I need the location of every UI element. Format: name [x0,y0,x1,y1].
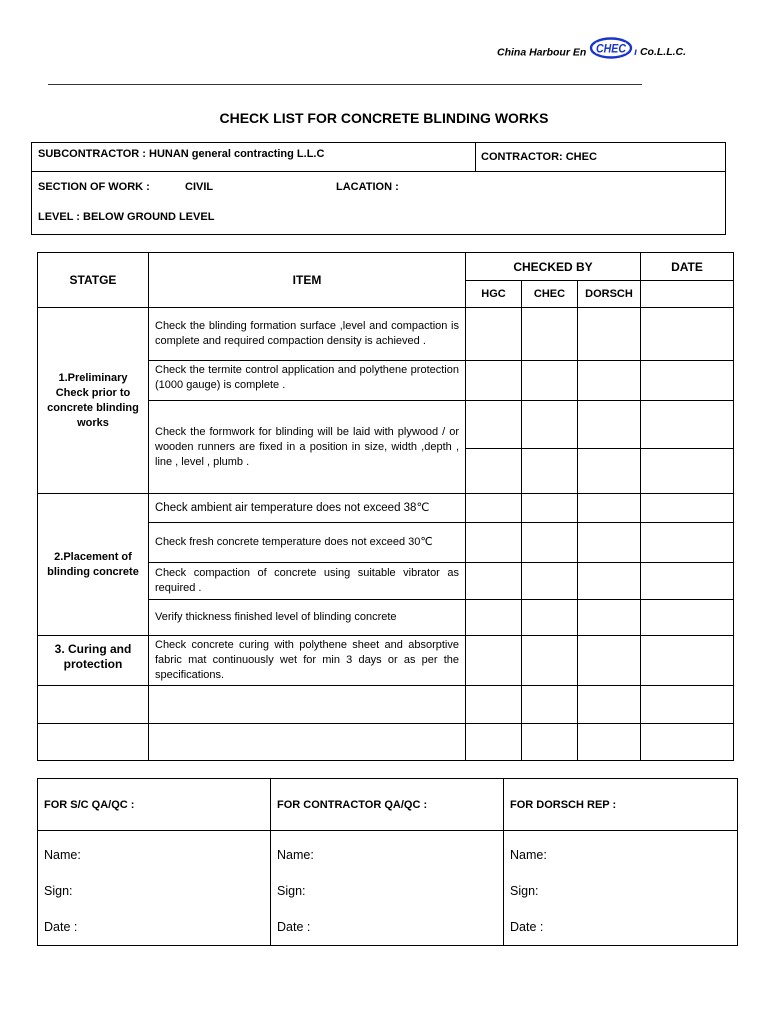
stage-cell: 3. Curing and protection [38,636,149,686]
date-cell[interactable] [641,361,734,401]
chec-check-cell[interactable] [522,449,578,494]
chec-check-cell[interactable] [522,361,578,401]
checked-by-header: CHECKED BY [466,253,641,281]
company-name-part1: China Harbour En [497,46,587,59]
sign-field-label: Sign: [277,884,306,898]
chec-check-cell[interactable] [522,401,578,449]
dorsch-check-cell[interactable] [578,686,641,724]
section-of-work-label: SECTION OF WORK : [38,181,150,193]
date-cell[interactable] [641,494,734,523]
hgc-check-cell[interactable] [466,401,522,449]
chec-check-cell[interactable] [522,494,578,523]
contractor-field: CONTRACTOR: CHEC [481,151,597,163]
hgc-check-cell[interactable] [466,636,522,686]
dorsch-header: DORSCH [578,281,641,308]
chec-logo-icon [589,37,633,62]
date-field-label: Date : [44,920,78,934]
chec-check-cell[interactable] [522,523,578,563]
contractor-signoff-block[interactable] [271,831,504,946]
hgc-check-cell[interactable] [466,449,522,494]
stage-cell: 2.Placement of blinding concrete [38,494,149,636]
chec-check-cell[interactable] [522,686,578,724]
date-cell[interactable] [641,308,734,361]
chec-check-cell[interactable] [522,636,578,686]
checklist-item: Check fresh concrete temperature does not exceed 30℃ [149,523,466,563]
hgc-check-cell[interactable] [466,686,522,724]
date-header: DATE [641,253,734,281]
date-cell[interactable] [641,686,734,724]
chec-logo-text: CHEC [596,41,627,56]
sign-field-label: Sign: [44,884,73,898]
hgc-check-cell[interactable] [466,361,522,401]
date-subheader-cell [641,281,734,308]
sc-qaqc-label: FOR S/C QA/QC : [38,779,271,831]
blank-item-cell[interactable] [149,724,466,761]
hgc-header: HGC [466,281,522,308]
blank-stage-cell[interactable] [38,724,149,761]
date-cell[interactable] [641,523,734,563]
item-header: ITEM [149,253,466,308]
date-cell[interactable] [641,636,734,686]
hgc-check-cell[interactable] [466,600,522,636]
hgc-check-cell[interactable] [466,308,522,361]
blank-stage-cell[interactable] [38,686,149,724]
location-label: LACATION : [336,181,399,193]
chec-check-cell[interactable] [522,308,578,361]
date-cell[interactable] [641,724,734,761]
chec-header: CHEC [522,281,578,308]
contractor-qaqc-label: FOR CONTRACTOR QA/QC : [271,779,504,831]
dorsch-rep-label: FOR DORSCH REP : [504,779,738,831]
date-field-label: Date : [510,920,544,934]
company-name-part2: ı Co.L.L.C. [634,46,687,59]
page-title: CHECK LIST FOR CONCRETE BLINDING WORKS [219,110,549,126]
header-divider [48,84,642,85]
info-divider-vertical [475,143,476,171]
dorsch-check-cell[interactable] [578,636,641,686]
checklist-item: Check concrete curing with polythene sheet and absorptive fabric mat continuously wet for min 3 days or as per the specifications. [149,636,466,686]
stage-cell: 1.Preliminary Check prior to concrete blinding works [38,308,149,494]
signature-table [37,778,738,946]
company-header [497,43,686,62]
checklist-item: Verify thickness finished level of blinding concrete [149,600,466,636]
date-cell[interactable] [641,401,734,449]
chec-check-cell[interactable] [522,724,578,761]
dorsch-check-cell[interactable] [578,494,641,523]
dorsch-check-cell[interactable] [578,724,641,761]
hgc-check-cell[interactable] [466,563,522,600]
info-divider-horizontal [32,171,725,172]
chec-check-cell[interactable] [522,600,578,636]
date-cell[interactable] [641,563,734,600]
level-field: LEVEL : BELOW GROUND LEVEL [38,211,215,223]
dorsch-check-cell[interactable] [578,563,641,600]
checklist-item: Check the formwork for blinding will be laid with plywood / or wooden runners are fixed in a position in size, width ,depth , line , level , plumb . [149,401,466,494]
name-field-label: Name: [510,848,547,862]
blank-item-cell[interactable] [149,686,466,724]
dorsch-check-cell[interactable] [578,449,641,494]
subcontractor-field: SUBCONTRACTOR : HUNAN general contracting L.L.C [38,148,325,160]
chec-check-cell[interactable] [522,563,578,600]
section-of-work-value: CIVIL [185,181,214,193]
checklist-item: Check the termite control application and polythene protection (1000 gauge) is complete . [149,361,466,401]
stage-header: STATGE [38,253,149,308]
date-cell[interactable] [641,600,734,636]
dorsch-check-cell[interactable] [578,523,641,563]
name-field-label: Name: [44,848,81,862]
dorsch-check-cell[interactable] [578,401,641,449]
dorsch-signoff-block[interactable] [504,831,738,946]
dorsch-check-cell[interactable] [578,600,641,636]
hgc-check-cell[interactable] [466,494,522,523]
hgc-check-cell[interactable] [466,724,522,761]
checklist-item: Check the blinding formation surface ,level and compaction is complete and required compaction density is achieved . [149,308,466,361]
checklist-item: Check compaction of concrete using suitable vibrator as required . [149,563,466,600]
checklist-item: Check ambient air temperature does not exceed 38℃ [149,494,466,523]
dorsch-check-cell[interactable] [578,361,641,401]
date-cell[interactable] [641,449,734,494]
checklist-table [37,252,734,761]
project-info-box [31,142,726,235]
dorsch-check-cell[interactable] [578,308,641,361]
date-field-label: Date : [277,920,311,934]
hgc-check-cell[interactable] [466,523,522,563]
name-field-label: Name: [277,848,314,862]
sign-field-label: Sign: [510,884,539,898]
sc-signoff-block[interactable] [38,831,271,946]
